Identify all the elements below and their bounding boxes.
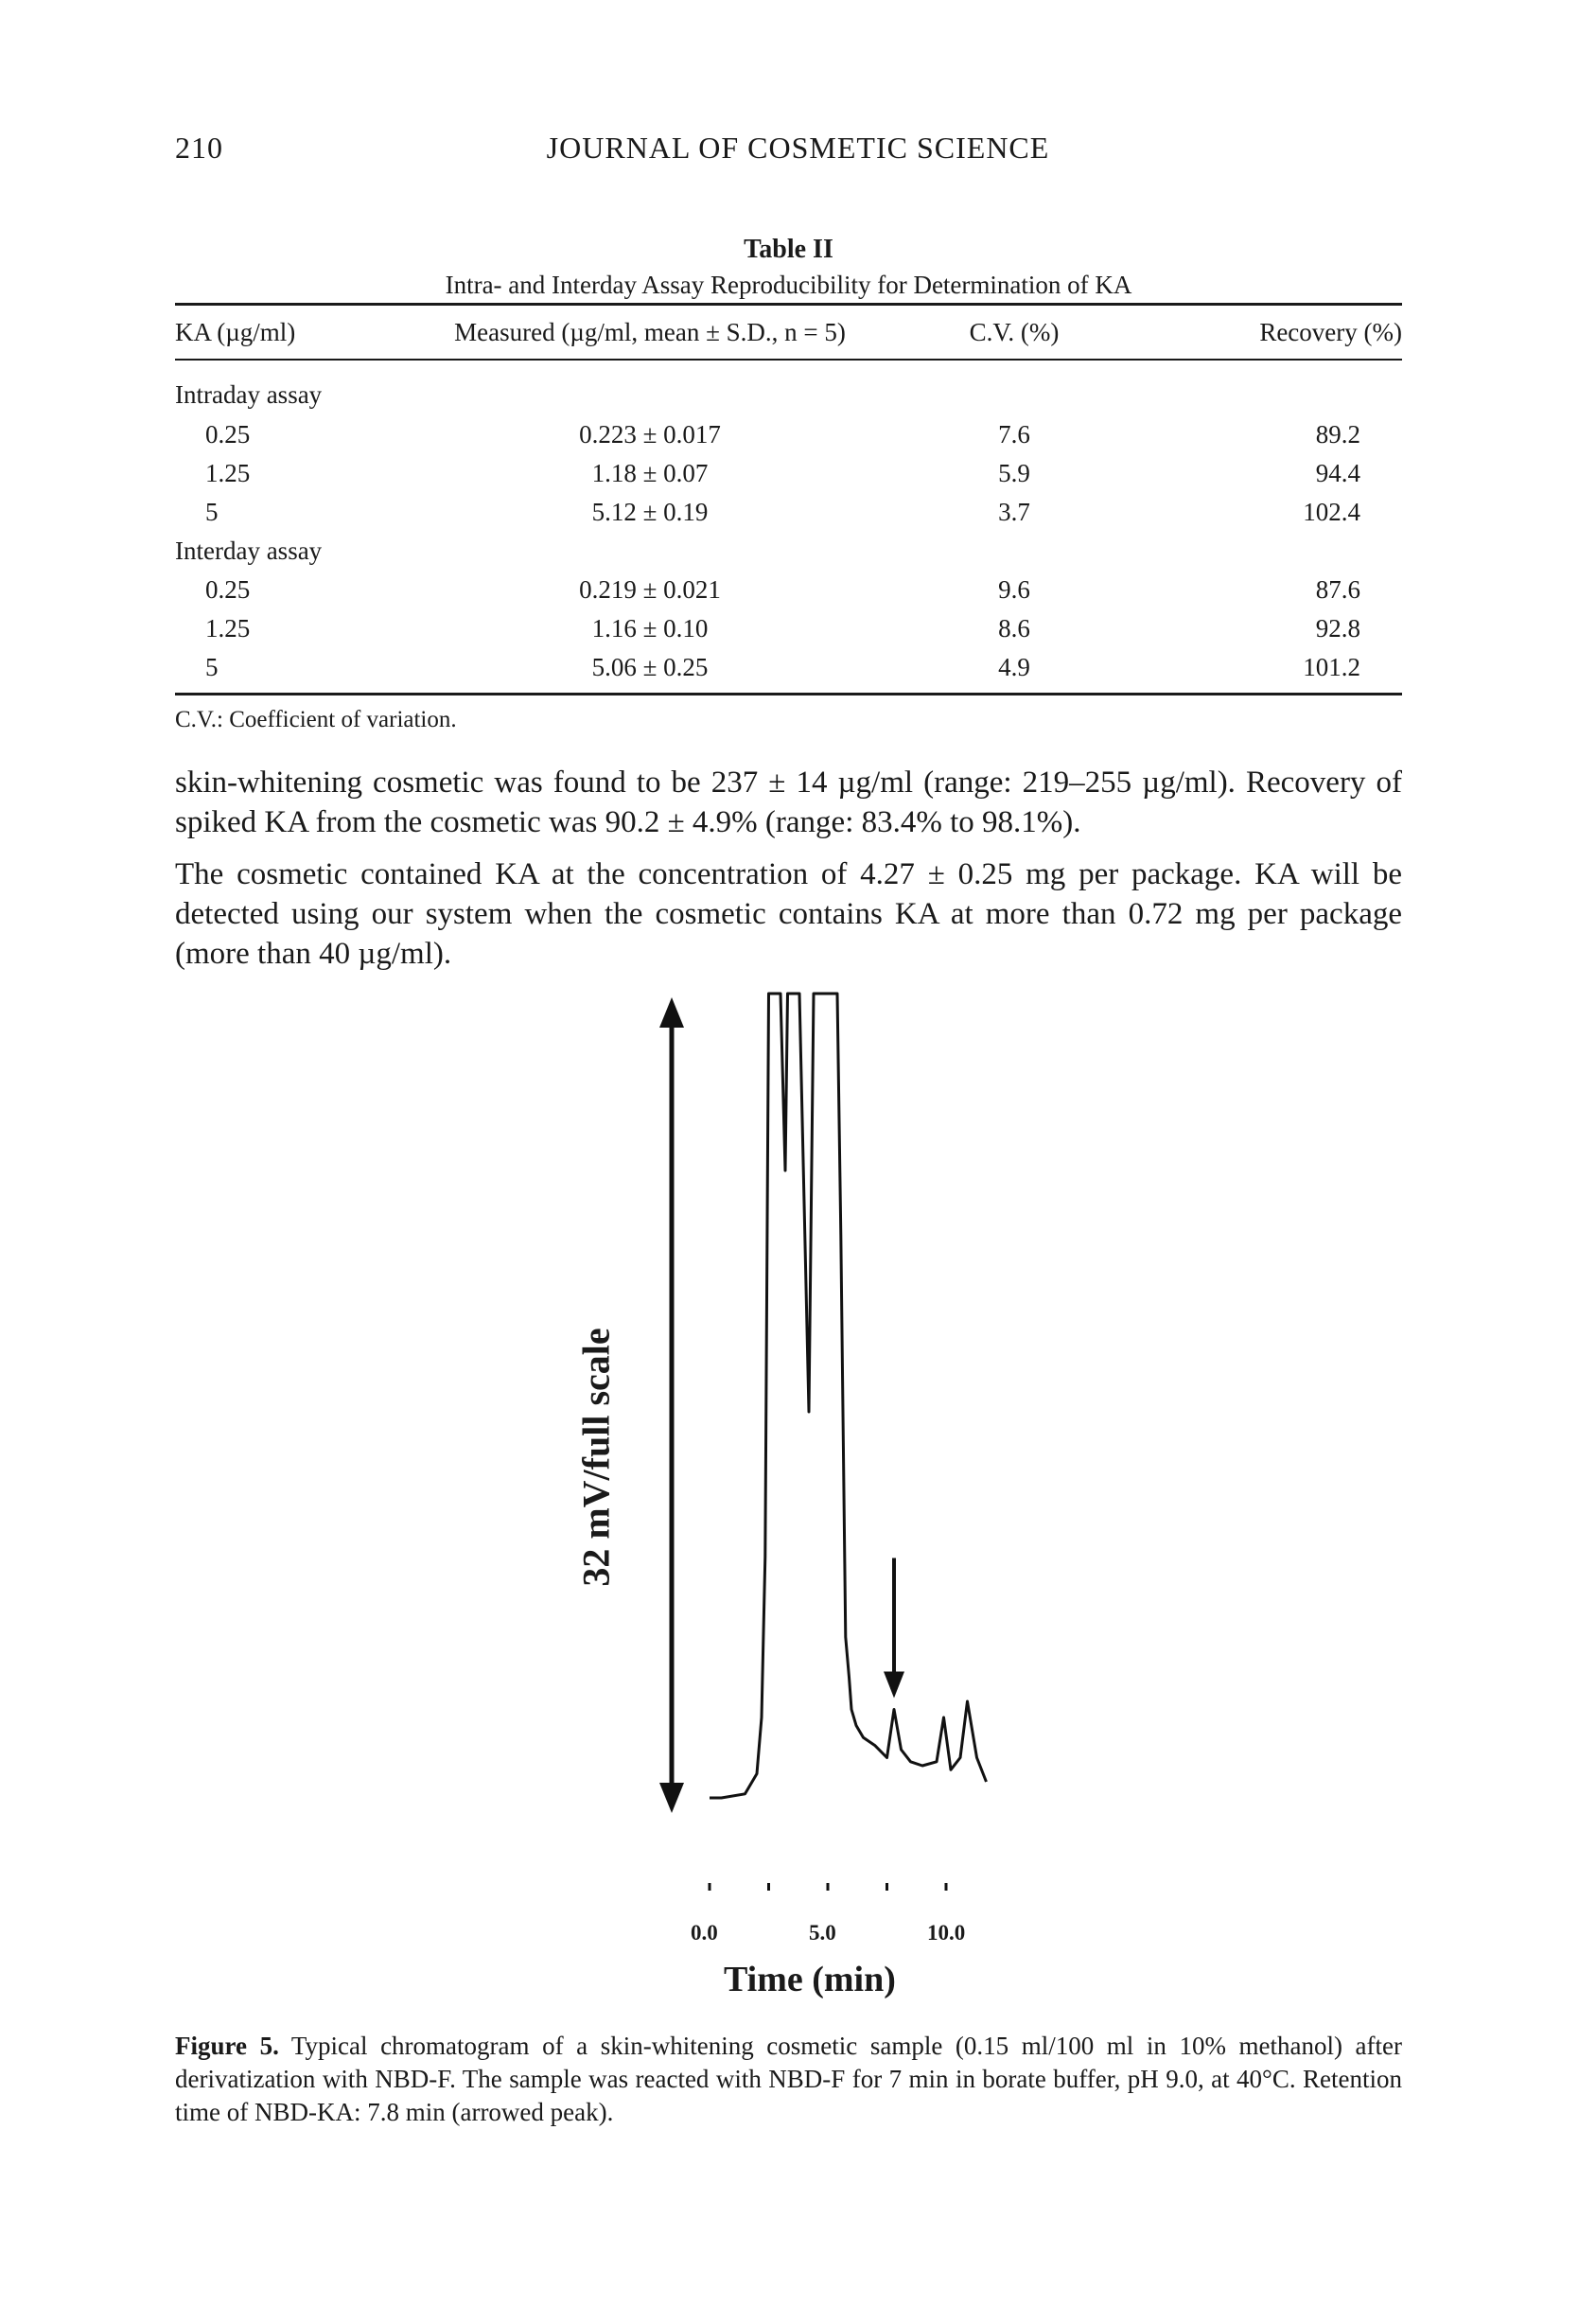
full-scale-arrow-head-bottom — [659, 1783, 684, 1813]
figure-caption — [175, 2030, 1402, 2129]
peak-arrow-head — [884, 1672, 904, 1699]
table-header-row — [175, 305, 1402, 361]
table-cell: 5.06 ± 0.25 — [423, 648, 877, 695]
column-header: KA (µg/ml) — [175, 305, 423, 361]
table-cell: 5 — [175, 648, 423, 695]
full-scale-arrow-head-top — [659, 997, 684, 1028]
column-header: Recovery (%) — [1151, 305, 1402, 361]
peak-arrow-icon — [884, 1558, 904, 1699]
data-table — [175, 303, 1402, 695]
x-tick-label: 0.0 — [691, 1921, 718, 1945]
table-cell: 0.25 — [205, 420, 251, 449]
table-cell: 0.223 ± 0.017 — [579, 420, 721, 449]
section-row — [175, 532, 1402, 571]
table-row — [175, 415, 1402, 454]
column-header: Measured (µg/ml, mean ± S.D., n = 5) — [423, 305, 877, 361]
table-row — [175, 454, 1402, 493]
table-cell: 8.6 — [998, 614, 1030, 643]
table-cell: 87.6 — [1315, 575, 1360, 604]
table-caption — [175, 233, 1402, 303]
page-number: 210 — [175, 131, 223, 165]
table-cell: 7.6 — [998, 420, 1030, 449]
table-cell: 92.8 — [1315, 614, 1360, 643]
column-header: C.V. (%) — [877, 305, 1151, 361]
table-cell: 5 — [205, 498, 219, 526]
body-paragraph: skin-whitening cosmetic was found to be 237 ± 14 µg/ml (range: 219–255 µg/ml). Recovery of spiked KA from the cosmetic was 90.2 ± 4.9% (range: 83.4% to 98.1%). — [175, 766, 1402, 839]
body-paragraph: The cosmetic contained KA at the concentration of 4.27 ± 0.25 mg per package. KA will be detected using our system when the cosmetic contains KA at more than 0.72 mg per package (more than 40 µg/ml). — [175, 857, 1402, 971]
table-cell: 9.6 — [998, 575, 1030, 604]
table-cell: 5.12 ± 0.19 — [591, 498, 709, 526]
journal-title: JOURNAL OF COSMETIC SCIENCE — [546, 131, 1050, 165]
section-row — [175, 360, 1402, 415]
section-label: Intraday assay — [175, 379, 323, 409]
table-cell: 1.25 — [205, 459, 251, 487]
section-label: Interday assay — [175, 537, 323, 565]
table-cell: 0.219 ± 0.021 — [579, 575, 721, 604]
table-cell: 102.4 — [1303, 498, 1360, 526]
table-row — [175, 493, 1402, 532]
running-head — [0, 131, 1596, 172]
figure-label: Figure 5. — [175, 2032, 279, 2060]
x-tick-label: 5.0 — [809, 1921, 836, 1945]
chromatogram-trace — [710, 994, 987, 1798]
trace-layer — [710, 994, 987, 1798]
table-cell: 1.25 — [205, 614, 251, 643]
table-footnote: C.V.: Coefficient of variation. — [175, 707, 457, 732]
x-axis-label: Time (min) — [724, 1960, 896, 1999]
table-cell: 101.2 — [1303, 653, 1360, 681]
figure-caption-text: Typical chromatogram of a skin-whitening cosmetic sample (0.15 ml/100 ml in 10% methanol) after derivatization with NBD-F. The sample was reacted with NBD-F for 7 min in borate buffer, pH 9.0, at 40°C. Retention time of NBD-KA: 7.8 min (arrowed peak). — [175, 2032, 1403, 2126]
table-cell: 4.9 — [877, 648, 1151, 695]
table-number: Table II — [744, 235, 833, 264]
table-row — [175, 609, 1402, 648]
table-cell: 5.9 — [998, 459, 1030, 487]
table-cell: 0.25 — [205, 575, 251, 604]
tick-layer — [710, 1883, 946, 1891]
table-cell: 1.16 ± 0.10 — [591, 614, 709, 643]
table-cell: 3.7 — [998, 498, 1030, 526]
table-cell: 94.4 — [1315, 459, 1360, 487]
table-cell: 89.2 — [1315, 420, 1360, 449]
table-title: Intra- and Interday Assay Reproducibility for Determination of KA — [445, 271, 1132, 299]
x-tick-label: 10.0 — [927, 1921, 966, 1945]
table-cell: 1.18 ± 0.07 — [591, 459, 709, 487]
table-row — [175, 571, 1402, 609]
table-row — [175, 648, 1402, 695]
y-axis-label: 32 mV/full scale — [574, 1328, 618, 1587]
chromatogram-figure — [530, 984, 1022, 2025]
